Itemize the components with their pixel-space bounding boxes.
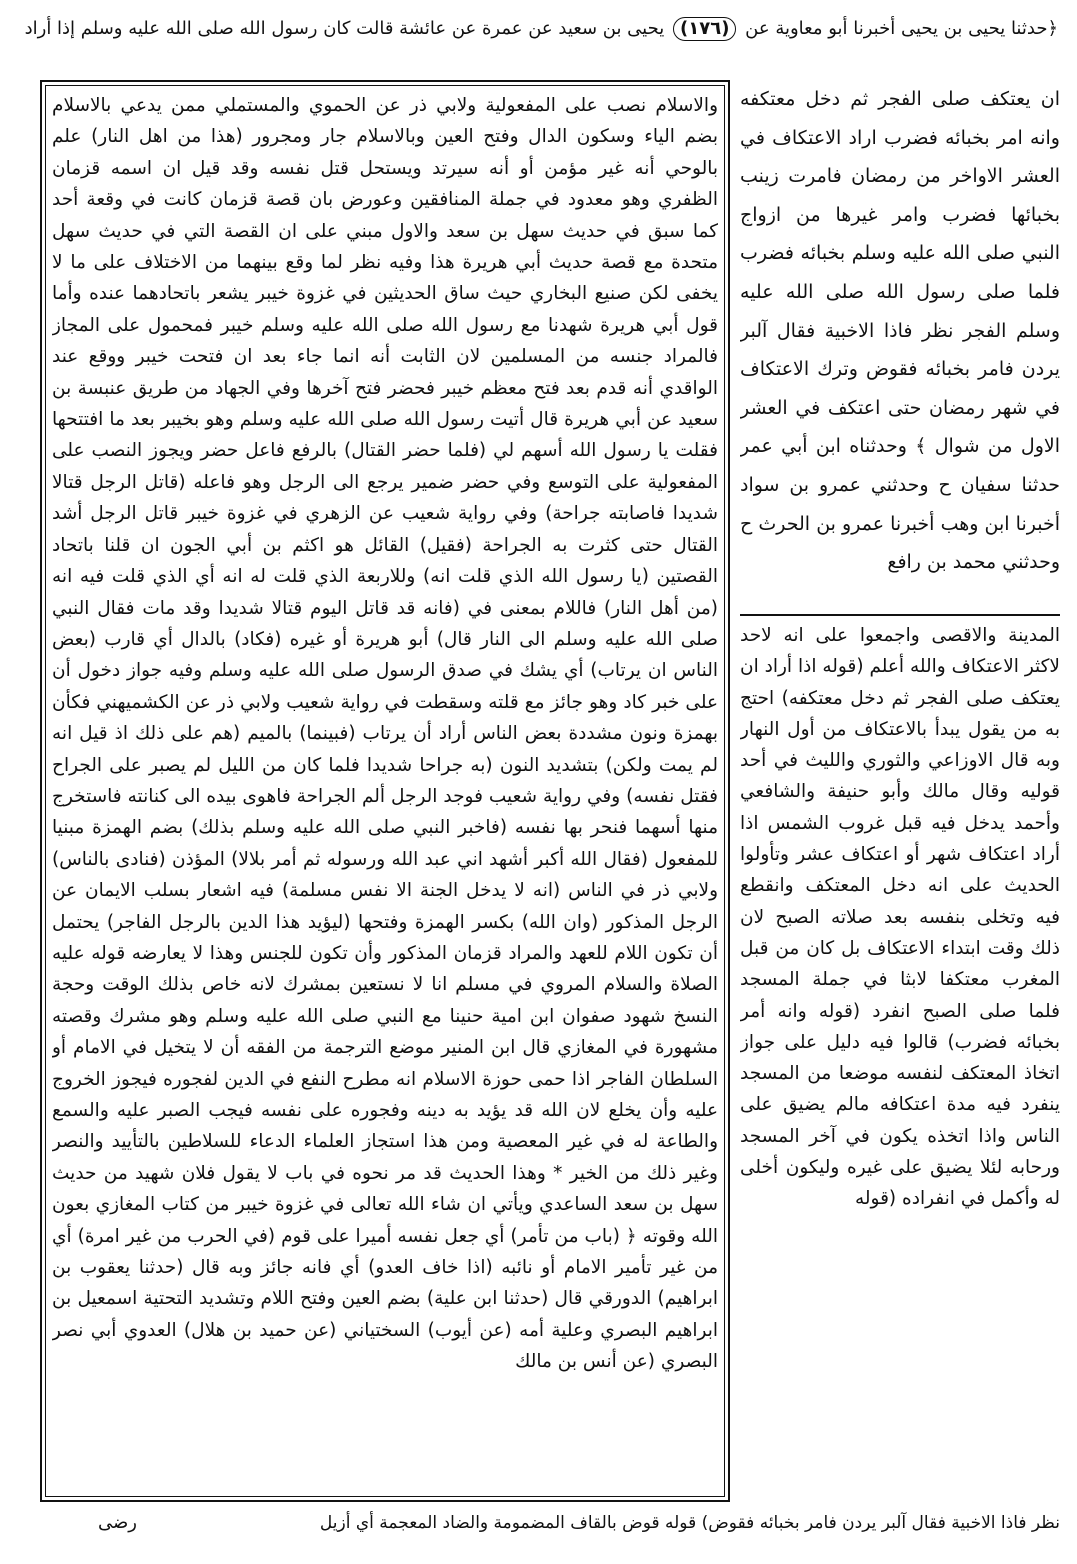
margin-hadith-text: ان يعتكف صلى الفجر ثم دخل معتكفه وانه امر بخبائه فضرب اراد الاعتكاف في العشر الاواخر من رمضان فامرت زينب بخبائها فضرب وامر غيرها من ازواج النبي صلى الله عليه وسلم بخبائه فضرب فلما صلى رسول الله صلى الله عليه وسلم الفجر نظر فاذا الاخبية فقال آلبر يردن فامر بخبائه فقوض وترك الاعتكاف في شهر رمضان حتى اعتكف في العشر الاول من شوال ﴾ وحدثناه ابن أبي عمر حدثنا سفيان ح وحدثني عمرو بن سواد أخبرنا ابن وهب أخبرنا عمرو بن الحرث ح وحدثني محمد بن رافع bbox=[740, 88, 1060, 574]
commentary-frame bbox=[40, 80, 730, 1502]
page-header bbox=[18, 14, 1058, 76]
page-number: (١٧٦) bbox=[673, 17, 736, 41]
footer-line: نظر فاذا الاخبية فقال آلبر يردن فامر بخبائه فقوض) قوله قوض بالقاف المضمومة والضاد المعجمة أي أزيل bbox=[319, 1513, 1060, 1533]
margin-divider bbox=[740, 614, 1060, 616]
margin-nawawi-commentary: المدينة والاقصى واجمعوا على انه لاحد لاكثر الاعتكاف والله أعلم (قوله اذا أراد ان يعتكف صلى الفجر ثم دخل معتكفه) احتج به من يقول يبدأ بالاعتكاف من أول النهار وبه قال الاوزاعي والثوري والليث في أحد قوليه وقال مالك وأبو حنيفة والشافعي وأحمد يدخل فيه قبل غروب الشمس اذا أراد اعتكاف شهر أو اعتكاف عشر وتأولوا الحديث على انه دخل المعتكف وانقطع فيه وتخلى بنفسه بعد صلاته الصبح لان ذلك وقت ابتداء الاعتكاف بل كان من قبل المغرب معتكفا لابثا في جملة المسجد فلما صلى الصبح انفرد (قوله وانه أمر بخبائه فضرب) قالوا فيه دليل على جواز اتخاذ المعتكف لنفسه موضعا من المسجد ينفرد فيه مدة اعتكافه مالم يضيق على الناس واذا اتخذه يكون في آخر المسجد ورحابه لئلا يضيق على غيره وليكون أخلى له وأكمل في انفراده (قوله bbox=[740, 625, 1060, 1210]
header-text-before: ﴿حدثنا يحيى بن يحيى أخبرنا أبو معاوية عن bbox=[745, 18, 1058, 39]
margin-column bbox=[740, 80, 1060, 1502]
catchword: رضى bbox=[98, 1512, 137, 1533]
header-text-after: يحيى بن سعيد عن عمرة عن عائشة قالت كان رسول الله صلى الله عليه وسلم إذا أراد bbox=[24, 18, 665, 39]
commentary-text: والاسلام نصب على المفعولية ولابي ذر عن الحموي والمستملي ممن يدعي بالاسلام بضم الياء وسكون الدال وفتح العين وبالاسلام جار ومجرور (هذا من اهل النار) علم بالوحي أنه غير مؤمن أو أنه سيرتد ويستحل قتل نفسه وقد قيل ان اسمه قزمان الظفري وهو معدود في جملة المنافقين وعورض بان قصة قزمان كانت في وقعة أحد كما سبق في حديث سهل بن سعد والاول مبني على ان القصة التي في حديث سهل متحدة مع قصة حديث أبي هريرة هذا وفيه نظر لما وقع بينهما من الاختلاف على ما لا يخفى لكن صنيع البخاري حيث ساق الحديثين في غزوة خيبر يشعر باتحادهما عنده وأما قول أبي هريرة شهدنا مع رسول الله صلى الله عليه وسلم خيبر فمحمول على المجاز فالمراد جنسه من المسلمين لان الثابت أنه انما جاء بعد ان فتحت خيبر ووقع عند الواقدي أنه قدم بعد فتح معظم خيبر فحضر فتح آخرها وفي الجهاد من طريق عنبسة بن سعيد عن أبي هريرة قال أتيت رسول الله صلى الله عليه وسلم وهو بخيبر بعد ما افتتحها فقلت يا رسول الله أسهم لي (فلما حضر القتال) بالرفع فاعل حضر ويجوز النصب على المفعولية على التوسع وفي حضر ضمير يرجع الى الرجل وهو فاعله (قاتل الرجل قتالا شديدا فاصابته جراحة) وفي رواية شعيب عن الزهري في غزوة خيبر قاتل الرجل أشد القتال حتى كثرت به الجراحة (فقيل) القائل هو اكثم بن أبي الجون ان قلنا باتحاد القصتين (يا رسول الله الذي قلت انه) وللاربعة الذي قلت له انه أي الذي قلت فيه انه (من أهل النار) فاللام بمعنى في (فانه قد قاتل اليوم قتالا شديدا وقد مات فقال النبي صلى الله عليه وسلم الى النار قال) أبو هريرة أو غيره (فكاد) بالدال أي قارب (بعض الناس ان يرتاب) أي يشك في صدق الرسول صلى الله عليه وسلم وفيه جواز دخول أن على خبر كاد وهو جائز مع قلته وسقطت في رواية شعيب ولابي ذر عن الكشميهني فكأن بهمزة ونون مشددة بعض الناس أراد أن يرتاب (فبينما) بالميم (هم على ذلك اذ قيل انه لم يمت ولكن) بتشديد النون (به جراحا شديدا فلما كان من الليل لم يصبر على الجراح فقتل نفسه) وفي رواية شعيب فوجد الرجل ألم الجراحة فاهوى بيده الى كنانته فاستخرج منها أسهما فنحر بها نفسه (فاخبر النبي صلى الله عليه وسلم بذلك) بضم الهمزة مبنيا للمفعول (فقال الله أكبر أشهد اني عبد الله ورسوله ثم أمر بلالا) المؤذن (فنادى بالناس) ولابي ذر في الناس (انه لا يدخل الجنة الا نفس مسلمة) فيه اشعار بسلب الايمان عن الرجل المذكور (وان الله) بكسر الهمزة وفتحها (ليؤيد هذا الدين بالرجل الفاجر) يحتمل أن تكون اللام للعهد والمراد قزمان المذكور وأن تكون للجنس وهذا لا يعارضه قوله عليه الصلاة والسلام المروي في مسلم انا لا نستعين بمشرك لانه خاص بذلك الوقت وحجة النسخ شهود صفوان ابن امية حنينا مع النبي صلى الله عليه وسلم وهو مشرك وقصته مشهورة في المغازي قال ابن المنير موضع الترجمة من الفقه أن لا يتخيل في الامام أو السلطان الفاجر اذا حمى حوزة الاسلام انه مطرح النفع في الدين لفجوره فيجوز الخروج عليه وأن يخلع لان الله قد يؤيد به دينه وفجوره على نفسه فيجب الصبر عليه والسمع والطاعة له في غير المعصية ومن هذا استجاز العلماء الدعاء للسلاطين بالتأييد والنصر وغير ذلك من الخير * وهذا الحديث قد مر نحوه في باب لا يقول فلان شهيد من حديث سهل بن سعد الساعدي ويأتي ان شاء الله تعالى في غزوة خيبر من كتاب المغازي بعون الله وقوته ﴿ (باب من تأمر) أي جعل نفسه أميرا على قوم (في الحرب من غير امرة) أي من غير تأمير الامام أو نائبه (اذا خاف العدو) أي فانه جائز وبه قال (حدثنا يعقوب بن ابراهيم) الدورقي قال (حدثنا ابن علية) بضم العين وفتح اللام وتشديد التحتية اسمعيل بن ابراهيم البصري وعلية أمه (عن أيوب) السختياني (عن حميد بن هلال) العدوي أبي نصر البصري (عن أنس بن مالك bbox=[52, 95, 718, 1373]
